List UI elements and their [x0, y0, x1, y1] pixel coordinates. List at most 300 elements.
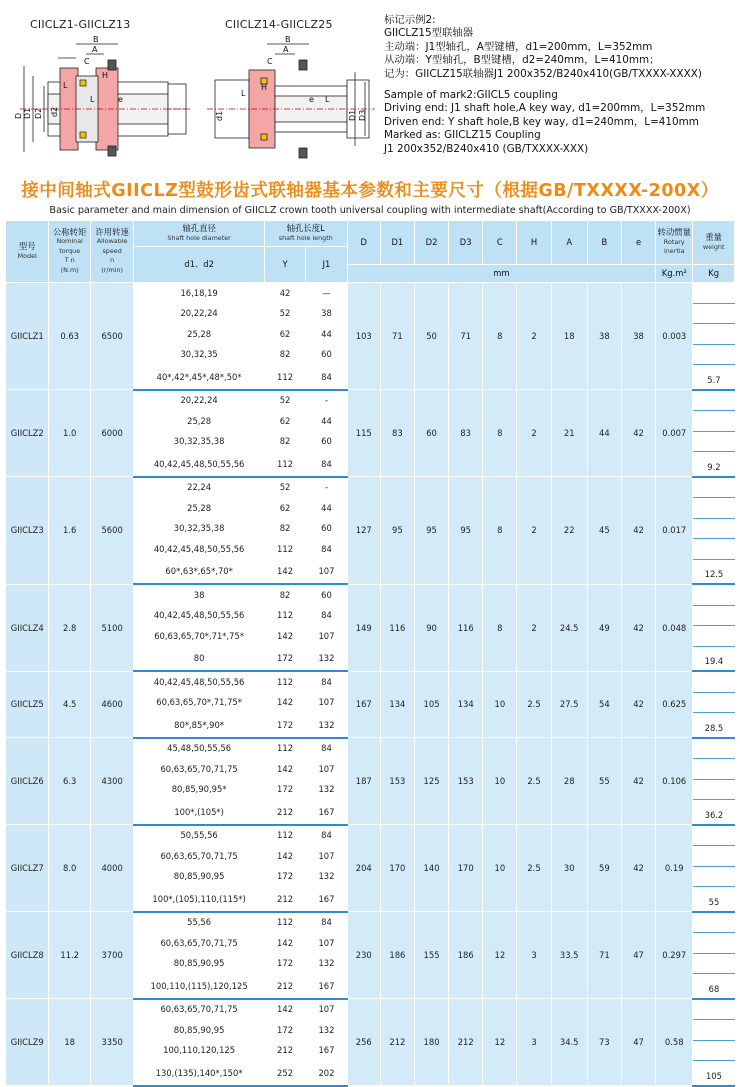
svg-text:d2: d2: [50, 106, 59, 117]
model-cell: GIICLZ2: [6, 390, 49, 477]
bore-diameter-cell: 55,56: [134, 912, 264, 933]
dim-d2-cell: 125: [414, 738, 448, 825]
header-D: D: [347, 221, 380, 265]
bore-diameter-cell: 38: [134, 584, 264, 605]
weight-blank-cell: [693, 390, 735, 411]
weight-blank-cell: [693, 912, 735, 933]
dim-e-cell: 47: [621, 912, 655, 999]
coupling-drawing-right: [205, 36, 377, 168]
bore-diameter-cell: 40,42,45,48,50,55,56: [134, 671, 264, 692]
length-j1-cell: 132: [306, 1020, 347, 1041]
dim-d2-cell: 60: [414, 390, 448, 477]
weight-blank-cell: [693, 738, 735, 759]
dim-inertia-cell: 0.297: [656, 912, 693, 999]
weight-blank-cell: [693, 999, 735, 1020]
length-y-cell: 112: [264, 365, 305, 390]
length-y-cell: 112: [264, 825, 305, 846]
bore-diameter-cell: 30,32,35,38: [134, 431, 264, 452]
torque-cell: 8.0: [49, 825, 90, 912]
weight-cell: 36.2: [693, 800, 735, 825]
length-j1-cell: 84: [306, 825, 347, 846]
weight-cell: 68: [693, 974, 735, 999]
dim-b-cell: 59: [587, 825, 621, 912]
dim-b-cell: 54: [587, 671, 621, 738]
dim-h-cell: 3: [517, 912, 551, 999]
svg-text:D3: D3: [358, 109, 367, 121]
dim-d1-cell: 134: [380, 671, 414, 738]
svg-text:D: D: [14, 112, 23, 119]
dim-inertia-cell: 0.106: [656, 738, 693, 825]
dim-d2-cell: 140: [414, 825, 448, 912]
figure-left-caption: CIICLZ1-GIICLZ13: [30, 18, 131, 31]
bore-diameter-cell: 60,63,65,70,71,75: [134, 846, 264, 867]
dim-h-cell: 2.5: [517, 738, 551, 825]
bore-diameter-cell: 16,18,19: [134, 283, 264, 304]
torque-cell: 18: [49, 999, 90, 1086]
dim-h-cell: 2: [517, 283, 551, 390]
dim-h-cell: 2: [517, 390, 551, 477]
weight-blank-cell: [693, 866, 735, 887]
length-y-cell: 52: [264, 303, 305, 324]
length-y-cell: 62: [264, 498, 305, 519]
bore-diameter-cell: 60,63,65,70,71,75: [134, 933, 264, 954]
dim-inertia-cell: 0.58: [656, 999, 693, 1086]
speed-cell: 3700: [90, 912, 133, 999]
length-j1-cell: 84: [306, 912, 347, 933]
note-en-4: Marked as: GIICLZ15 Coupling: [384, 129, 541, 142]
header-length: 轴孔长度L shaft hole length: [264, 221, 347, 247]
speed-cell: 6000: [90, 390, 133, 477]
header-D2: D2: [414, 221, 448, 265]
bore-diameter-cell: 20,22,24: [134, 390, 264, 411]
bore-diameter-cell: 80*,85*,90*: [134, 713, 264, 738]
dim-e-cell: 47: [621, 999, 655, 1086]
length-y-cell: 42: [264, 283, 305, 304]
model-cell: GIICLZ5: [6, 671, 49, 738]
length-j1-cell: 107: [306, 933, 347, 954]
bore-diameter-cell: 60,63,65,70*,71,75*: [134, 692, 264, 713]
dim-d1-cell: 186: [380, 912, 414, 999]
torque-cell: 0.63: [49, 283, 90, 390]
dim-c-cell: 10: [483, 671, 517, 738]
dim-h-cell: 2: [517, 584, 551, 671]
length-j1-cell: 84: [306, 738, 347, 759]
table-row: [6, 671, 735, 692]
dim-inertia-cell: 0.625: [656, 671, 693, 738]
dim-d-cell: 127: [347, 477, 380, 585]
dim-a-cell: 21: [551, 390, 587, 477]
length-y-cell: 212: [264, 887, 305, 912]
dim-inertia-cell: 0.19: [656, 825, 693, 912]
speed-cell: 6500: [90, 283, 133, 390]
bore-diameter-cell: 25,28: [134, 411, 264, 432]
length-y-cell: 112: [264, 671, 305, 692]
dim-d-cell: 103: [347, 283, 380, 390]
length-j1-cell: -: [306, 390, 347, 411]
weight-blank-cell: [693, 477, 735, 498]
top-section: [0, 0, 740, 170]
weight-blank-cell: [693, 539, 735, 560]
dim-d2-cell: 90: [414, 584, 448, 671]
note-cn-1: 标记示例2:: [384, 14, 436, 26]
bore-diameter-cell: 60,63,65,70,71,75: [134, 759, 264, 780]
weight-cell: 105: [693, 1061, 735, 1086]
header-D1: D1: [380, 221, 414, 265]
weight-blank-cell: [693, 605, 735, 626]
bore-diameter-cell: 60,63,65,70,71,75: [134, 999, 264, 1020]
dim-d3-cell: 95: [449, 477, 483, 585]
dim-h-cell: 2: [517, 477, 551, 585]
length-y-cell: 142: [264, 626, 305, 647]
svg-text:A: A: [92, 45, 98, 54]
weight-blank-cell: [693, 626, 735, 647]
torque-cell: 1.0: [49, 390, 90, 477]
bore-diameter-cell: 100*,(105),110,(115*): [134, 887, 264, 912]
header-inertia-unit: Kg.m²: [656, 265, 693, 283]
table-row: [6, 584, 735, 605]
svg-text:A: A: [283, 45, 289, 54]
weight-cell: 19.4: [693, 646, 735, 671]
dim-e-cell: 42: [621, 671, 655, 738]
length-j1-cell: 84: [306, 605, 347, 626]
length-j1-cell: 132: [306, 779, 347, 800]
svg-text:C: C: [84, 57, 90, 66]
dim-d3-cell: 153: [449, 738, 483, 825]
dim-d1-cell: 83: [380, 390, 414, 477]
figure-right-caption: CIICLZ14-GIICLZ25: [225, 18, 333, 31]
length-y-cell: 82: [264, 518, 305, 539]
dim-b-cell: 45: [587, 477, 621, 585]
length-j1-cell: 167: [306, 887, 347, 912]
dim-c-cell: 12: [483, 999, 517, 1086]
note-cn-2: GIICLZ15型联轴器: [384, 27, 474, 40]
weight-blank-cell: [693, 324, 735, 345]
length-j1-cell: 107: [306, 626, 347, 647]
dim-c-cell: 10: [483, 738, 517, 825]
table-row: [6, 283, 735, 304]
bore-diameter-cell: 40*,42*,45*,48*,50*: [134, 365, 264, 390]
length-j1-cell: 132: [306, 953, 347, 974]
weight-cell: 12.5: [693, 559, 735, 584]
header-speed: 许用转速 Allowable speed n (r/min): [90, 221, 133, 283]
model-cell: GIICLZ9: [6, 999, 49, 1086]
header-length-y: Y: [264, 247, 305, 283]
table-body: [6, 283, 735, 1086]
dim-a-cell: 24.5: [551, 584, 587, 671]
dim-d-cell: 230: [347, 912, 380, 999]
dim-e-cell: 42: [621, 477, 655, 585]
length-j1-cell: 84: [306, 365, 347, 390]
dim-e-cell: 38: [621, 283, 655, 390]
length-y-cell: 62: [264, 411, 305, 432]
dim-d3-cell: 186: [449, 912, 483, 999]
bore-diameter-cell: 25,28: [134, 498, 264, 519]
length-y-cell: 112: [264, 452, 305, 477]
dim-d2-cell: 155: [414, 912, 448, 999]
table-row: [6, 390, 735, 411]
bore-diameter-cell: 22,24: [134, 477, 264, 498]
weight-blank-cell: [693, 344, 735, 365]
bore-diameter-cell: 60,63,65,70*,71*,75*: [134, 626, 264, 647]
header-weight: 重量 weight: [693, 221, 735, 265]
header-torque: 公称转矩 Nominal torque T n (N.m): [49, 221, 90, 283]
weight-blank-cell: [693, 933, 735, 954]
svg-text:L: L: [63, 81, 68, 90]
header-A: A: [551, 221, 587, 265]
model-cell: GIICLZ6: [6, 738, 49, 825]
dim-d1-cell: 95: [380, 477, 414, 585]
dim-b-cell: 38: [587, 283, 621, 390]
length-y-cell: 142: [264, 933, 305, 954]
dim-inertia-cell: 0.017: [656, 477, 693, 585]
bore-diameter-cell: 80,85,90,95: [134, 953, 264, 974]
length-y-cell: 252: [264, 1061, 305, 1086]
header-D3: D3: [449, 221, 483, 265]
dim-d1-cell: 170: [380, 825, 414, 912]
speed-cell: 4600: [90, 671, 133, 738]
svg-text:d1: d1: [215, 110, 224, 121]
dim-h-cell: 2.5: [517, 825, 551, 912]
length-j1-cell: 202: [306, 1061, 347, 1086]
weight-blank-cell: [693, 411, 735, 432]
weight-blank-cell: [693, 953, 735, 974]
length-y-cell: 142: [264, 759, 305, 780]
note-cn-5: 记为：GIICLZ15联轴器J1 200x352/B240x410(GB/TXXXX-XXXX): [384, 67, 702, 80]
weight-blank-cell: [693, 518, 735, 539]
svg-text:L: L: [241, 89, 246, 98]
weight-blank-cell: [693, 759, 735, 780]
dim-d3-cell: 170: [449, 825, 483, 912]
length-y-cell: 172: [264, 713, 305, 738]
dim-h-cell: 3: [517, 999, 551, 1086]
speed-cell: 3350: [90, 999, 133, 1086]
dim-d3-cell: 212: [449, 999, 483, 1086]
weight-blank-cell: [693, 692, 735, 713]
bore-diameter-cell: 40,42,45,48,50,55,56: [134, 605, 264, 626]
dim-c-cell: 8: [483, 283, 517, 390]
length-j1-cell: 132: [306, 713, 347, 738]
length-j1-cell: 84: [306, 452, 347, 477]
note-cn-4: 从动端：Y型轴孔，B型键槽，d2=240mm，L=410mm；: [384, 54, 660, 67]
length-j1-cell: —: [306, 283, 347, 304]
table-row: [6, 912, 735, 933]
dim-d3-cell: 116: [449, 584, 483, 671]
length-j1-cell: 107: [306, 759, 347, 780]
dim-a-cell: 34.5: [551, 999, 587, 1086]
svg-text:D2: D2: [34, 107, 43, 119]
length-j1-cell: 84: [306, 539, 347, 560]
note-cn-3: 主动端：J1型轴孔，A型键槽，d1=200mm，L=352mm: [384, 40, 653, 53]
table-row: [6, 738, 735, 759]
model-cell: GIICLZ1: [6, 283, 49, 390]
torque-cell: 1.6: [49, 477, 90, 585]
dim-d2-cell: 180: [414, 999, 448, 1086]
length-j1-cell: 107: [306, 999, 347, 1020]
dim-c-cell: 8: [483, 390, 517, 477]
speed-cell: 5600: [90, 477, 133, 585]
dim-d1-cell: 71: [380, 283, 414, 390]
length-j1-cell: 60: [306, 344, 347, 365]
dim-e-cell: 42: [621, 390, 655, 477]
length-y-cell: 112: [264, 912, 305, 933]
length-j1-cell: 107: [306, 692, 347, 713]
dim-a-cell: 33.5: [551, 912, 587, 999]
length-j1-cell: 44: [306, 411, 347, 432]
dim-d-cell: 149: [347, 584, 380, 671]
length-j1-cell: 44: [306, 498, 347, 519]
weight-blank-cell: [693, 283, 735, 304]
header-e: e: [621, 221, 655, 265]
dim-d-cell: 204: [347, 825, 380, 912]
dim-a-cell: 27.5: [551, 671, 587, 738]
torque-cell: 2.8: [49, 584, 90, 671]
weight-blank-cell: [693, 303, 735, 324]
table-title-en: Basic parameter and main dimension of GIICLZ crown tooth universal coupling with intermediate shaft(According to GB/TXXXX-200X): [49, 205, 691, 216]
speed-cell: 4300: [90, 738, 133, 825]
table-title-cn: 接中间轴式GIICLZ型鼓形齿式联轴器基本参数和主要尺寸（根据GB/TXXXX-200X）: [21, 181, 719, 201]
bore-diameter-cell: 100*,(105*): [134, 800, 264, 825]
length-j1-cell: 84: [306, 671, 347, 692]
header-H: H: [517, 221, 551, 265]
weight-cell: 5.7: [693, 365, 735, 390]
dimension-table: [5, 220, 735, 1087]
note-en-5: J1 200x352/B240x410 (GB/TXXXX-XXX): [384, 142, 589, 155]
dim-b-cell: 49: [587, 584, 621, 671]
length-y-cell: 172: [264, 953, 305, 974]
header-bore: 轴孔直径 Shaft hole diameter: [134, 221, 264, 247]
parameter-table: [5, 220, 735, 1087]
bore-diameter-cell: 80,85,90,95*: [134, 779, 264, 800]
length-j1-cell: 60: [306, 584, 347, 605]
dim-h-cell: 2.5: [517, 671, 551, 738]
dim-d-cell: 167: [347, 671, 380, 738]
weight-blank-cell: [693, 1020, 735, 1041]
svg-text:D1: D1: [348, 109, 357, 121]
length-y-cell: 112: [264, 539, 305, 560]
table-row: [6, 999, 735, 1020]
model-cell: GIICLZ8: [6, 912, 49, 999]
dim-d2-cell: 95: [414, 477, 448, 585]
coupling-drawing-left: [14, 35, 193, 168]
weight-blank-cell: [693, 671, 735, 692]
header-mm-unit: mm: [347, 265, 655, 283]
dim-d1-cell: 212: [380, 999, 414, 1086]
dim-e-cell: 42: [621, 825, 655, 912]
header-B: B: [587, 221, 621, 265]
bore-diameter-cell: 100,110,120,125: [134, 1040, 264, 1061]
length-j1-cell: 38: [306, 303, 347, 324]
weight-cell: 9.2: [693, 452, 735, 477]
length-j1-cell: 107: [306, 559, 347, 584]
weight-blank-cell: [693, 498, 735, 519]
header-bore-sub: d1、d2: [134, 247, 264, 283]
bore-diameter-cell: 30,32,35: [134, 344, 264, 365]
torque-cell: 11.2: [49, 912, 90, 999]
svg-text:D1: D1: [23, 107, 32, 119]
length-y-cell: 212: [264, 1040, 305, 1061]
table-row: [6, 825, 735, 846]
note-en-2: Driving end: J1 shaft hole,A key way, d1=200mm，L=352mm: [384, 102, 706, 115]
weight-blank-cell: [693, 846, 735, 867]
svg-text:B: B: [285, 35, 291, 44]
bore-diameter-cell: 25,28: [134, 324, 264, 345]
length-y-cell: 112: [264, 738, 305, 759]
dim-d-cell: 256: [347, 999, 380, 1086]
dim-e-cell: 42: [621, 584, 655, 671]
dim-d2-cell: 50: [414, 283, 448, 390]
dim-b-cell: 73: [587, 999, 621, 1086]
weight-blank-cell: [693, 1040, 735, 1061]
dim-b-cell: 44: [587, 390, 621, 477]
dim-d2-cell: 105: [414, 671, 448, 738]
dim-e-cell: 42: [621, 738, 655, 825]
length-y-cell: 172: [264, 779, 305, 800]
dim-d1-cell: 116: [380, 584, 414, 671]
note-en-3: Driven end: Y shaft hole,B key way, d1=240mm，L=410mm: [384, 115, 699, 128]
length-y-cell: 52: [264, 390, 305, 411]
model-cell: GIICLZ7: [6, 825, 49, 912]
svg-text:e: e: [118, 95, 123, 104]
dim-a-cell: 28: [551, 738, 587, 825]
weight-blank-cell: [693, 779, 735, 800]
length-j1-cell: 132: [306, 646, 347, 671]
bore-diameter-cell: 45,48,50,55,56: [134, 738, 264, 759]
table-row: [6, 477, 735, 498]
bore-diameter-cell: 60*,63*,65*,70*: [134, 559, 264, 584]
bore-diameter-cell: 40,42,45,48,50,55,56: [134, 452, 264, 477]
bore-diameter-cell: 30,32,35,38: [134, 518, 264, 539]
length-j1-cell: 167: [306, 974, 347, 999]
length-j1-cell: -: [306, 477, 347, 498]
weight-cell: 28.5: [693, 713, 735, 738]
speed-cell: 5100: [90, 584, 133, 671]
bore-diameter-cell: 80: [134, 646, 264, 671]
bore-diameter-cell: 100,110,(115),120,125: [134, 974, 264, 999]
length-j1-cell: 60: [306, 431, 347, 452]
length-y-cell: 62: [264, 324, 305, 345]
length-y-cell: 112: [264, 605, 305, 626]
torque-cell: 6.3: [49, 738, 90, 825]
length-y-cell: 52: [264, 477, 305, 498]
length-y-cell: 172: [264, 646, 305, 671]
dim-d-cell: 187: [347, 738, 380, 825]
model-cell: GIICLZ3: [6, 477, 49, 585]
model-cell: GIICLZ4: [6, 584, 49, 671]
dim-inertia-cell: 0.007: [656, 390, 693, 477]
svg-text:e: e: [309, 95, 314, 104]
bore-diameter-cell: 130,(135),140*,150*: [134, 1061, 264, 1086]
length-y-cell: 82: [264, 344, 305, 365]
header-C: C: [483, 221, 517, 265]
dim-inertia-cell: 0.003: [656, 283, 693, 390]
svg-text:C: C: [267, 57, 273, 66]
length-j1-cell: 132: [306, 866, 347, 887]
dim-a-cell: 18: [551, 283, 587, 390]
header-inertia: 转动惯量 Rotary inertia: [656, 221, 693, 265]
length-y-cell: 172: [264, 866, 305, 887]
bore-diameter-cell: 40,42,45,48,50,55,56: [134, 539, 264, 560]
dim-d3-cell: 134: [449, 671, 483, 738]
bore-diameter-cell: 80,85,90,95: [134, 1020, 264, 1041]
dim-c-cell: 10: [483, 825, 517, 912]
length-j1-cell: 44: [306, 324, 347, 345]
svg-text:L: L: [90, 95, 95, 104]
length-y-cell: 142: [264, 692, 305, 713]
length-y-cell: 212: [264, 800, 305, 825]
dim-a-cell: 30: [551, 825, 587, 912]
length-y-cell: 142: [264, 559, 305, 584]
dim-d-cell: 115: [347, 390, 380, 477]
